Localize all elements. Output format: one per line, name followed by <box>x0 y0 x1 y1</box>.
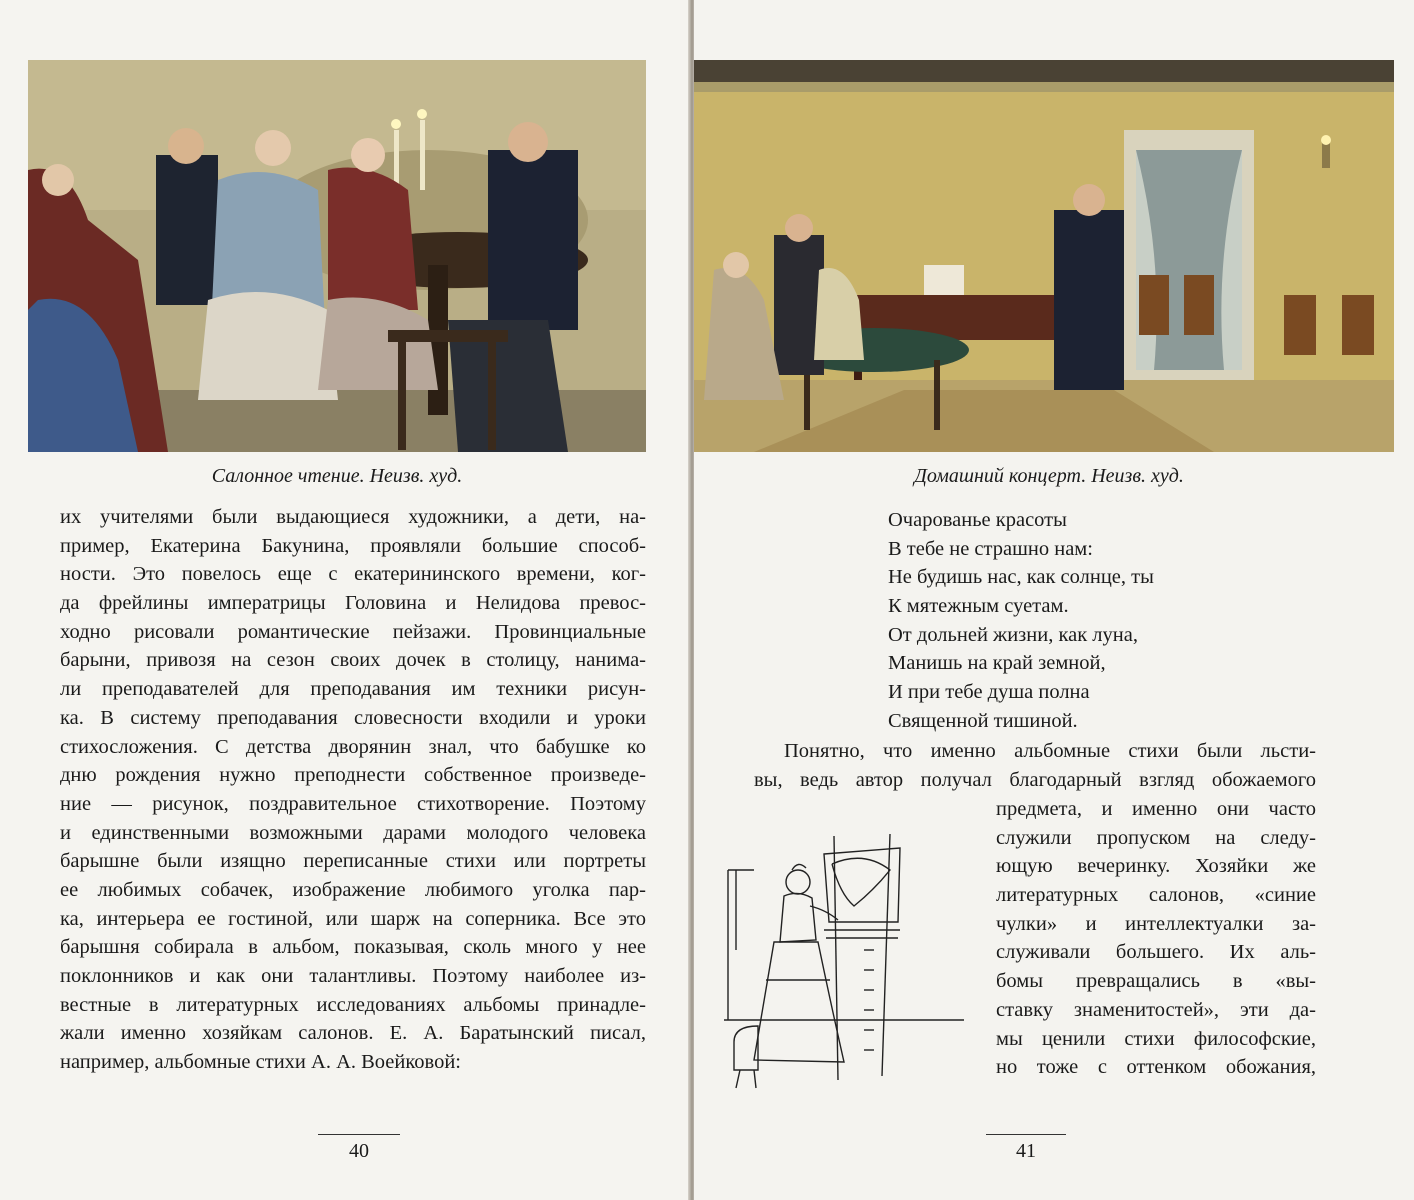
text-line: мы ценили стихи философские, <box>996 1027 1316 1050</box>
text-line: их учителями были выдающиеся художники, а дети, на- <box>60 506 646 528</box>
text-line: служивали большего. Их аль- <box>996 941 1316 964</box>
text-line: ставку знаменитостей», эти да- <box>996 998 1316 1021</box>
poem-line: И при тебе душа полна <box>888 681 1090 704</box>
text-line: но тоже с оттенком обожания, <box>996 1056 1316 1079</box>
text-line: жали именно хозяйкам салонов. Е. А. Баратынский писал, <box>60 1022 646 1045</box>
page-number-rule <box>986 1134 1066 1135</box>
text-line: ка, интерьера ее гостиной, или шарж на соперника. Все это <box>60 907 646 930</box>
text-line: ходно рисовали романтические пейзажи. Провинциальные <box>60 620 646 643</box>
page-number-rule <box>318 1134 400 1135</box>
text-line: ние — рисунок, поздравительное стихотворение. Поэтому <box>60 792 646 815</box>
text-line: поклонников и как они талантливы. Поэтому наиболее из- <box>60 965 646 987</box>
right-caption: Домашний концерт. Неизв. худ. <box>914 465 1184 487</box>
text-line: да фрейлины императрицы Головина и Нелидова превос- <box>60 592 646 615</box>
text-line: ее любимых собачек, изображение любимого уголка пар- <box>60 878 646 901</box>
poem-line: Манишь на край земной, <box>888 652 1106 675</box>
poem-line: Священной тишиной. <box>888 709 1078 732</box>
text-line: ка. В систему преподавания словесности входили и уроки <box>60 706 646 729</box>
left-page <box>0 0 690 1200</box>
text-line: служили пропуском на следу- <box>996 826 1316 849</box>
page-number-left: 40 <box>349 1140 369 1162</box>
poem-line: В тебе не страшно нам: <box>888 537 1093 560</box>
left-caption: Салонное чтение. Неизв. худ. <box>211 465 463 487</box>
text-line: ности. Это повелось еще с екатерининского времени, ког- <box>60 563 646 586</box>
text-line: барышня собирала в альбом, показывая, сколь много у нее <box>60 936 646 959</box>
poem-line: От дольней жизни, как луна, <box>888 623 1138 646</box>
text-line: литературных салонов, «синие <box>996 884 1316 907</box>
right-page <box>694 0 1414 1200</box>
girl-at-easel-sketch <box>714 830 978 1092</box>
poem-line: Не будишь нас, как солнце, ты <box>888 566 1154 589</box>
text-line: бомы превращались в «вы- <box>996 970 1316 993</box>
poem-line: Очарованье красоты <box>888 509 1067 531</box>
text-line: барышне были изящно переписанные стихи или портреты <box>60 850 646 873</box>
text-line: ли преподавателей для преподавания им техники рисун- <box>60 678 646 701</box>
text-line: ющую вечеринку. Хозяйки же <box>996 855 1316 878</box>
text-line: и единственными возможными дарами молодого человека <box>60 821 646 844</box>
text-line: барыни, привозя на сезон своих дочек в столицу, нанима- <box>60 649 646 672</box>
text-line: дню рождения нужно преподнести собственное произведе- <box>60 764 646 787</box>
salon-reading-illustration <box>28 60 646 452</box>
text-line: чулки» и интеллектуалки за- <box>996 912 1316 935</box>
page-number-right: 41 <box>1016 1140 1036 1162</box>
text-line: например, альбомные стихи А. А. Воейковой: <box>60 1051 462 1074</box>
text-line: вы, ведь автор получал благодарный взгляд обожаемого <box>754 768 1316 791</box>
poem <box>888 506 1308 736</box>
home-concert-illustration <box>694 60 1394 452</box>
right-body-text-narrow <box>996 795 1316 1082</box>
text-line: стихосложения. С детства дворянин знал, что бабушке ко <box>60 735 646 758</box>
text-line: предмета, и именно они часто <box>996 798 1316 820</box>
text-line: пример, Екатерина Бакунина, проявляли большие способ- <box>60 534 646 557</box>
poem-line: К мятежным суетам. <box>888 595 1069 618</box>
left-body-text <box>60 503 646 1077</box>
text-line: Понятно, что именно альбомные стихи были льсти- <box>784 740 1316 762</box>
right-body-text-full <box>754 737 1316 794</box>
text-line: вестные в литературных исследованиях альбомы принадле- <box>60 993 646 1016</box>
